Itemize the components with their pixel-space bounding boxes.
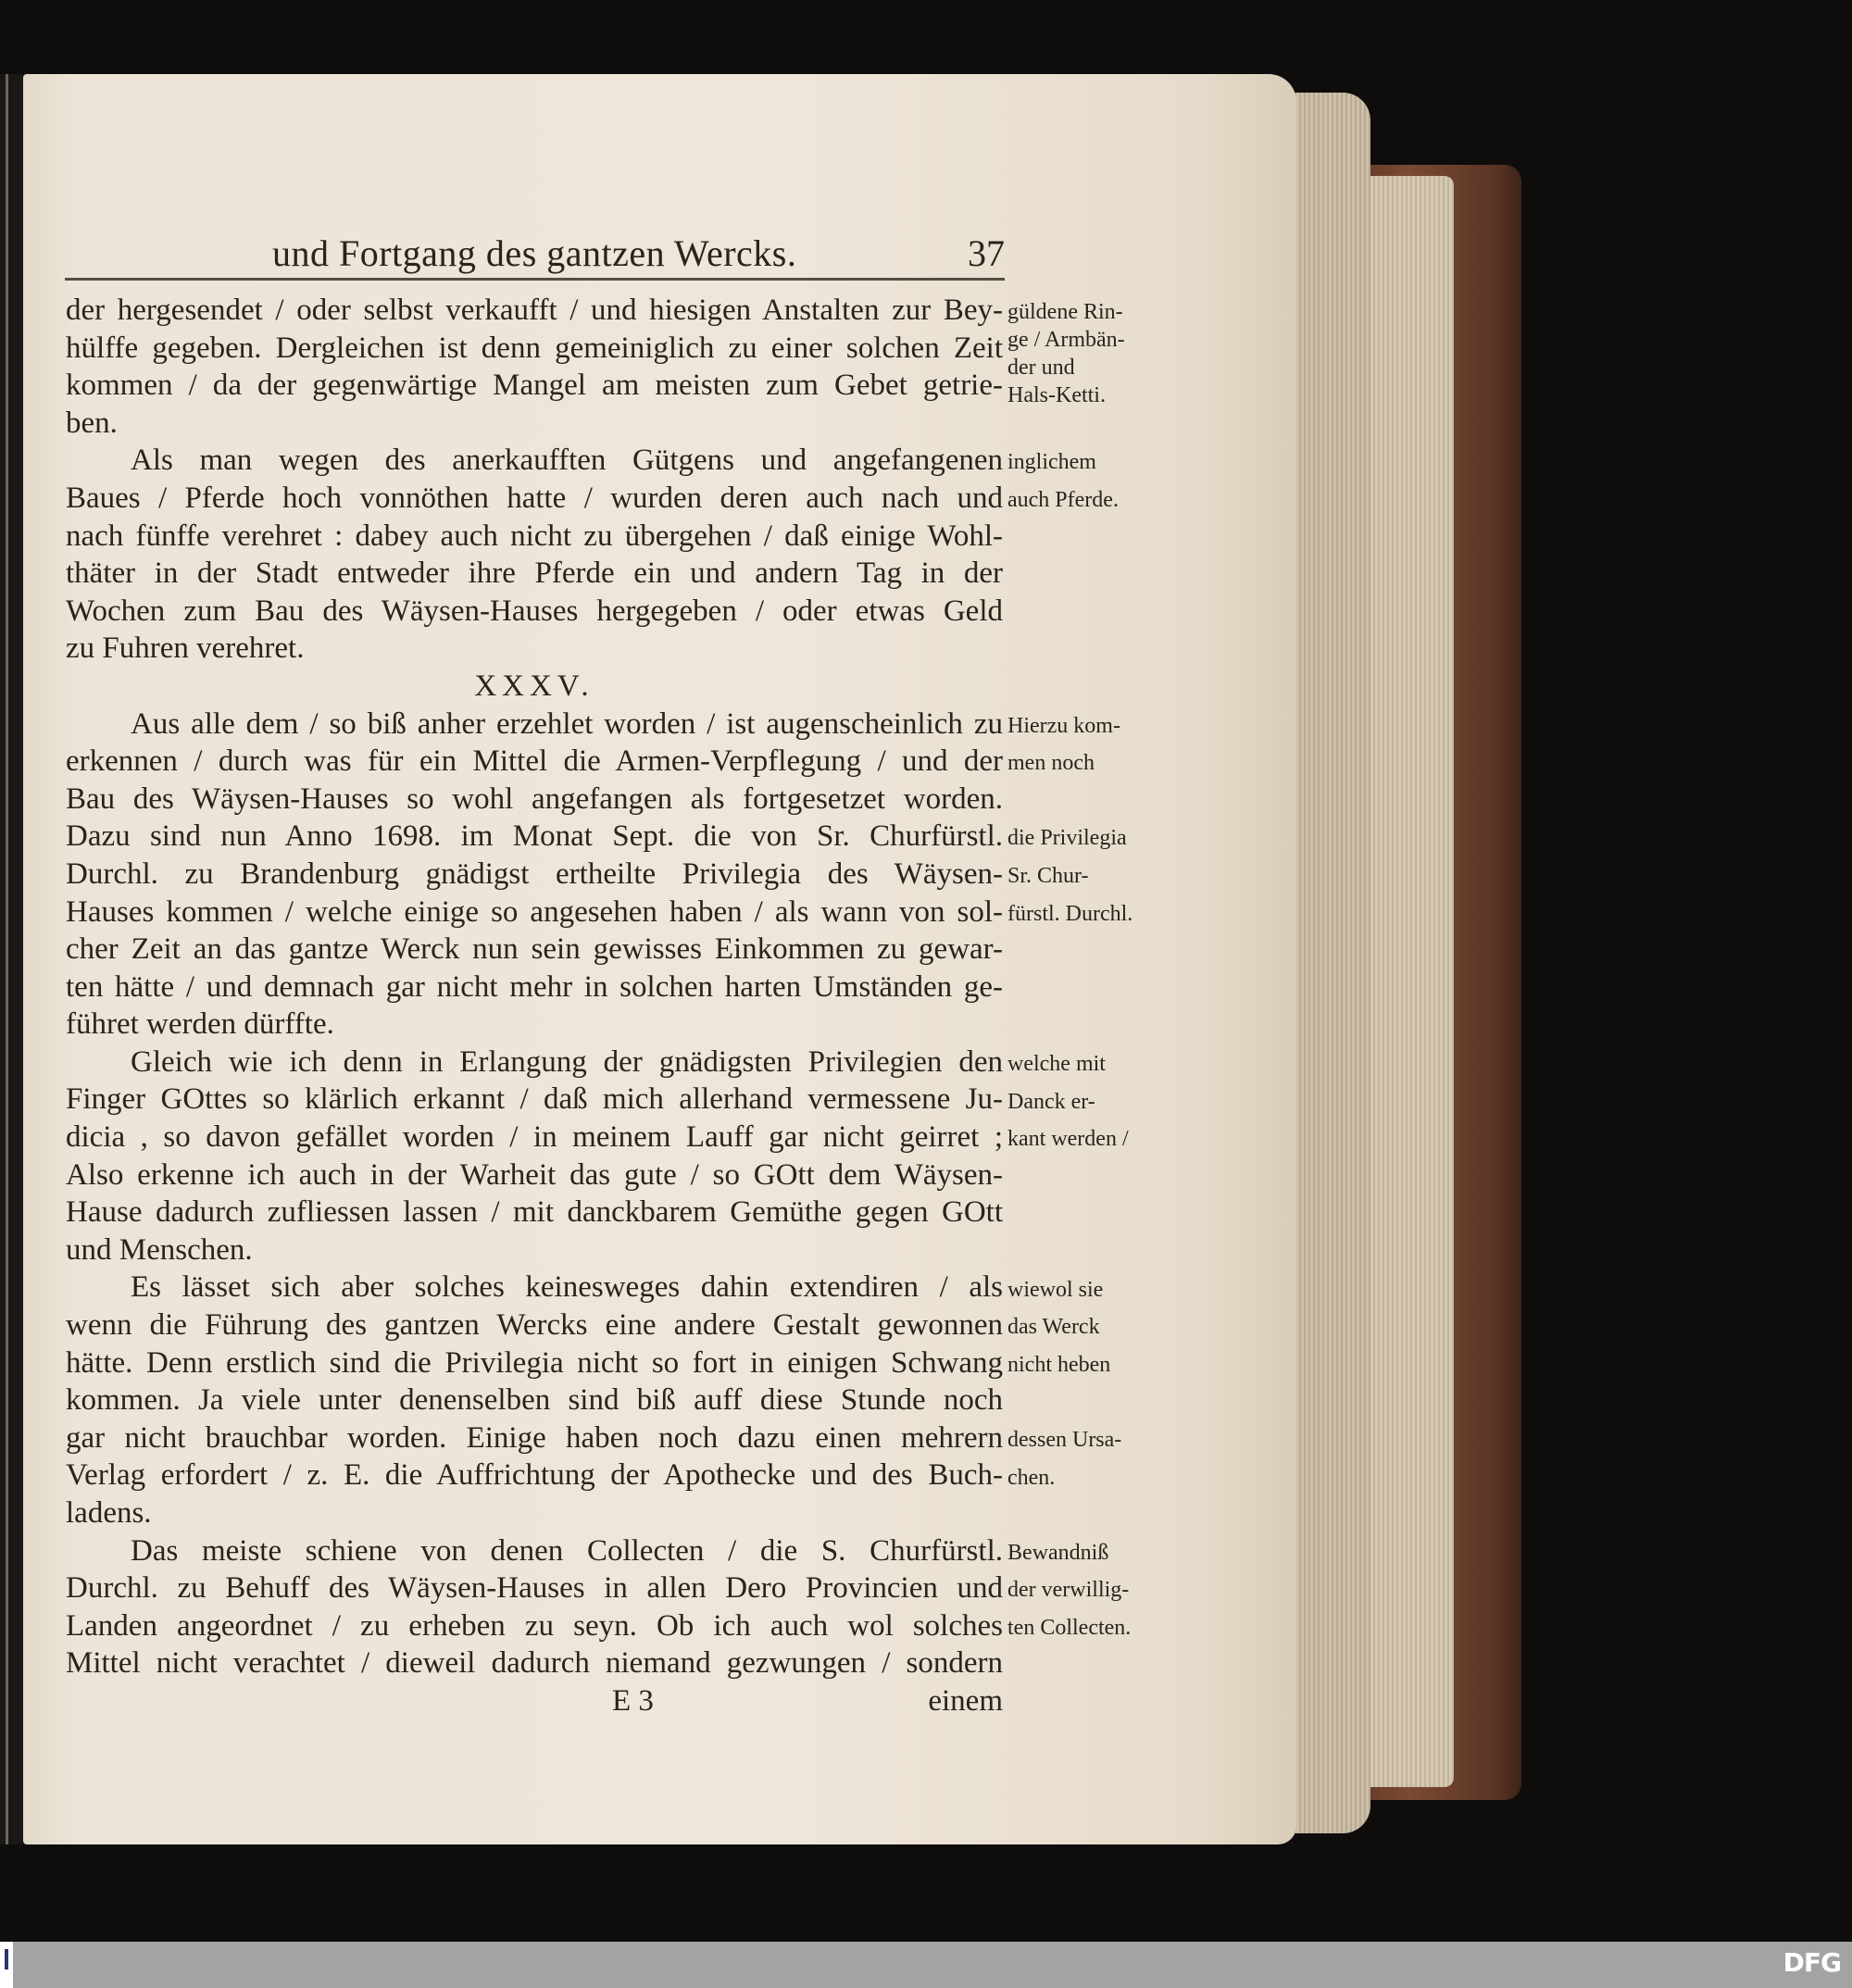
text-line: zu Fuhren verehret. (66, 631, 305, 666)
text-line: hülffe gegeben. Dergleichen ist denn gemeiniglich zu einer solchen Zeit (66, 331, 1003, 365)
margin-note-line: kant werden / (1007, 1127, 1129, 1152)
text-line: ten hätte / und demnach gar nicht mehr in solchen harten Umständen ge- (66, 969, 1003, 1004)
text-line: Baues / Pferde hoch vonnöthen hatte / wurden deren auch nach und (66, 481, 1003, 515)
margin-note (1007, 819, 1170, 932)
text-line: Hause dadurch zufliessen lassen / mit danckbarem Gemüthe gegen GOtt (66, 1195, 1003, 1230)
text-line: wenn die Führung des gantzen Wercks eine andere Gestalt gewonnen (66, 1308, 1003, 1343)
text-line: hätte. Denn erstlich sind die Privilegia nicht so fort in einigen Schwang (66, 1345, 1003, 1380)
margin-note-line: der und (1007, 356, 1075, 381)
footer-bar (0, 1942, 1852, 1988)
text-line: gar nicht brauchbar worden. Einige haben noch dazu einen mehrern (66, 1420, 1003, 1455)
left-page-edge (0, 74, 23, 1844)
body-text (66, 292, 1003, 1720)
text-line: dicia , so davon gefället worden / in meinem Lauff gar nicht geirret ; (66, 1120, 1003, 1155)
margin-note (1007, 1271, 1170, 1384)
margin-note-line: die Privilegia (1007, 826, 1127, 851)
page-foot (66, 1682, 1003, 1720)
header-rule (65, 278, 1005, 281)
text-line: Wochen zum Bau des Wäysen-Hauses hergegeben / oder etwas Geld (66, 594, 1003, 628)
text-line: Finger GOttes so klärlich erkannt / daß mich allerhand vermessene Ju- (66, 1082, 1003, 1117)
text-line: führet werden dürffte. (66, 1007, 334, 1042)
text-line: Landen angeordnet / zu erheben zu seyn. Ob ich auch wol solches (66, 1608, 1003, 1643)
margin-note-line: fürstl. Durchl. (1007, 901, 1133, 926)
margin-note-line: ten Collecten. (1007, 1615, 1132, 1640)
dfg-logo: DFG (1783, 1947, 1841, 1978)
institution-logo (0, 1942, 13, 1988)
text-line: Dazu sind nun Anno 1698. im Monat Sept. die von Sr. Churfürstl. (66, 819, 1003, 854)
margin-note (1007, 298, 1170, 409)
text-line: der hergesendet / oder selbst verkaufft / und hiesigen Anstalten zur Bey- (66, 294, 1003, 327)
margin-note-line: das Werck (1007, 1315, 1100, 1340)
margin-note-line: chen. (1007, 1465, 1056, 1490)
text-line: Verlag erfordert / z. E. die Auffrichtung der Apothecke und des Buch- (66, 1458, 1003, 1493)
margin-note-line: Bewandniß (1007, 1540, 1109, 1565)
text-line: Durchl. zu Behuff des Wäysen-Hauses in allen Dero Provincien und (66, 1571, 1003, 1606)
text-line: kommen / da der gegenwärtige Mangel am meisten zum Gebet getrie- (66, 369, 1003, 403)
margin-note-line: ge / Armbän- (1007, 328, 1125, 353)
running-title: und Fortgang des gantzen Wercks. (272, 232, 797, 274)
text-line: erkennen / durch was für ein Mittel die Armen-Verpflegung / und der (66, 744, 1003, 779)
margin-note (1007, 707, 1170, 782)
margin-note-line: men noch (1007, 751, 1095, 776)
margin-note-line: welche mit (1007, 1052, 1106, 1076)
signature-mark: E 3 (612, 1683, 654, 1718)
text-line: nach fünffe verehret : dabey auch nicht zu übergehen / daß einige Wohl- (66, 519, 1003, 553)
text-line: ladens. (66, 1496, 152, 1530)
margin-note-line: der verwillig- (1007, 1578, 1130, 1603)
text-line: und Menschen. (66, 1232, 253, 1267)
margin-note-line: inglichem (1007, 450, 1096, 475)
text-line: thäter in der Stadt entweder ihre Pferde ein und andern Tag in der (66, 556, 1003, 591)
margin-note-line: dessen Ursa- (1007, 1428, 1122, 1452)
margin-note-line: nicht heben (1007, 1352, 1111, 1377)
running-header (65, 231, 1005, 274)
text-line: Als man wegen des anerkaufften Gütgens und angefangenen (131, 444, 1003, 478)
text-line: Das meiste schiene von denen Collecten / die S. Churfürstl. (131, 1533, 1003, 1568)
margin-note-line: Sr. Chur- (1007, 863, 1089, 888)
margin-note-line: auch Pferde. (1007, 487, 1119, 512)
margin-note-line: wiewol sie (1007, 1277, 1104, 1302)
text-line: Durchl. zu Brandenburg gnädigst ertheilte Privilegia des Wäysen- (66, 856, 1003, 891)
text-line: Also erkenne ich auch in der Warheit das gute / so GOtt dem Wäysen- (66, 1157, 1003, 1192)
margin-note (1007, 1534, 1170, 1647)
catchword: einem (928, 1683, 1003, 1718)
page-number: 37 (968, 232, 1005, 274)
text-line: Hauses kommen / welche einige so angesehen haben / als wann von sol- (66, 894, 1003, 929)
margin-note-line: Hals-Ketti. (1007, 383, 1106, 408)
margin-note-line: Danck er- (1007, 1089, 1095, 1114)
section-number: XXXV. (474, 669, 594, 703)
margin-note (1007, 1045, 1170, 1158)
text-line: Mittel nicht verachtet / dieweil dadurch niemand gezwungen / sondern (66, 1646, 1003, 1681)
text-line: cher Zeit an das gantze Werck nun sein gewisses Einkommen zu gewar- (66, 932, 1003, 967)
margin-note-line: Hierzu kom- (1007, 713, 1120, 738)
text-line: Aus alle dem / so biß anher erzehlet worden / ist augenscheinlich zu (131, 706, 1003, 741)
margin-note (1007, 444, 1170, 519)
text-line: Gleich wie ich denn in Erlangung der gnädigsten Privilegien den (131, 1044, 1003, 1079)
text-line: Es lässet sich aber solches keinesweges dahin extendiren / als (131, 1270, 1003, 1305)
text-line: Bau des Wäysen-Hauses so wohl angefangen als fortgesetzet worden. (66, 781, 1003, 816)
margin-note (1007, 1421, 1170, 1496)
margin-note-line: güldene Rin- (1007, 300, 1123, 325)
page-edges (1287, 93, 1370, 1833)
text-line: ben. (66, 406, 118, 440)
text-line: kommen. Ja viele unter denenselben sind biß auff diese Stunde noch (66, 1383, 1003, 1418)
